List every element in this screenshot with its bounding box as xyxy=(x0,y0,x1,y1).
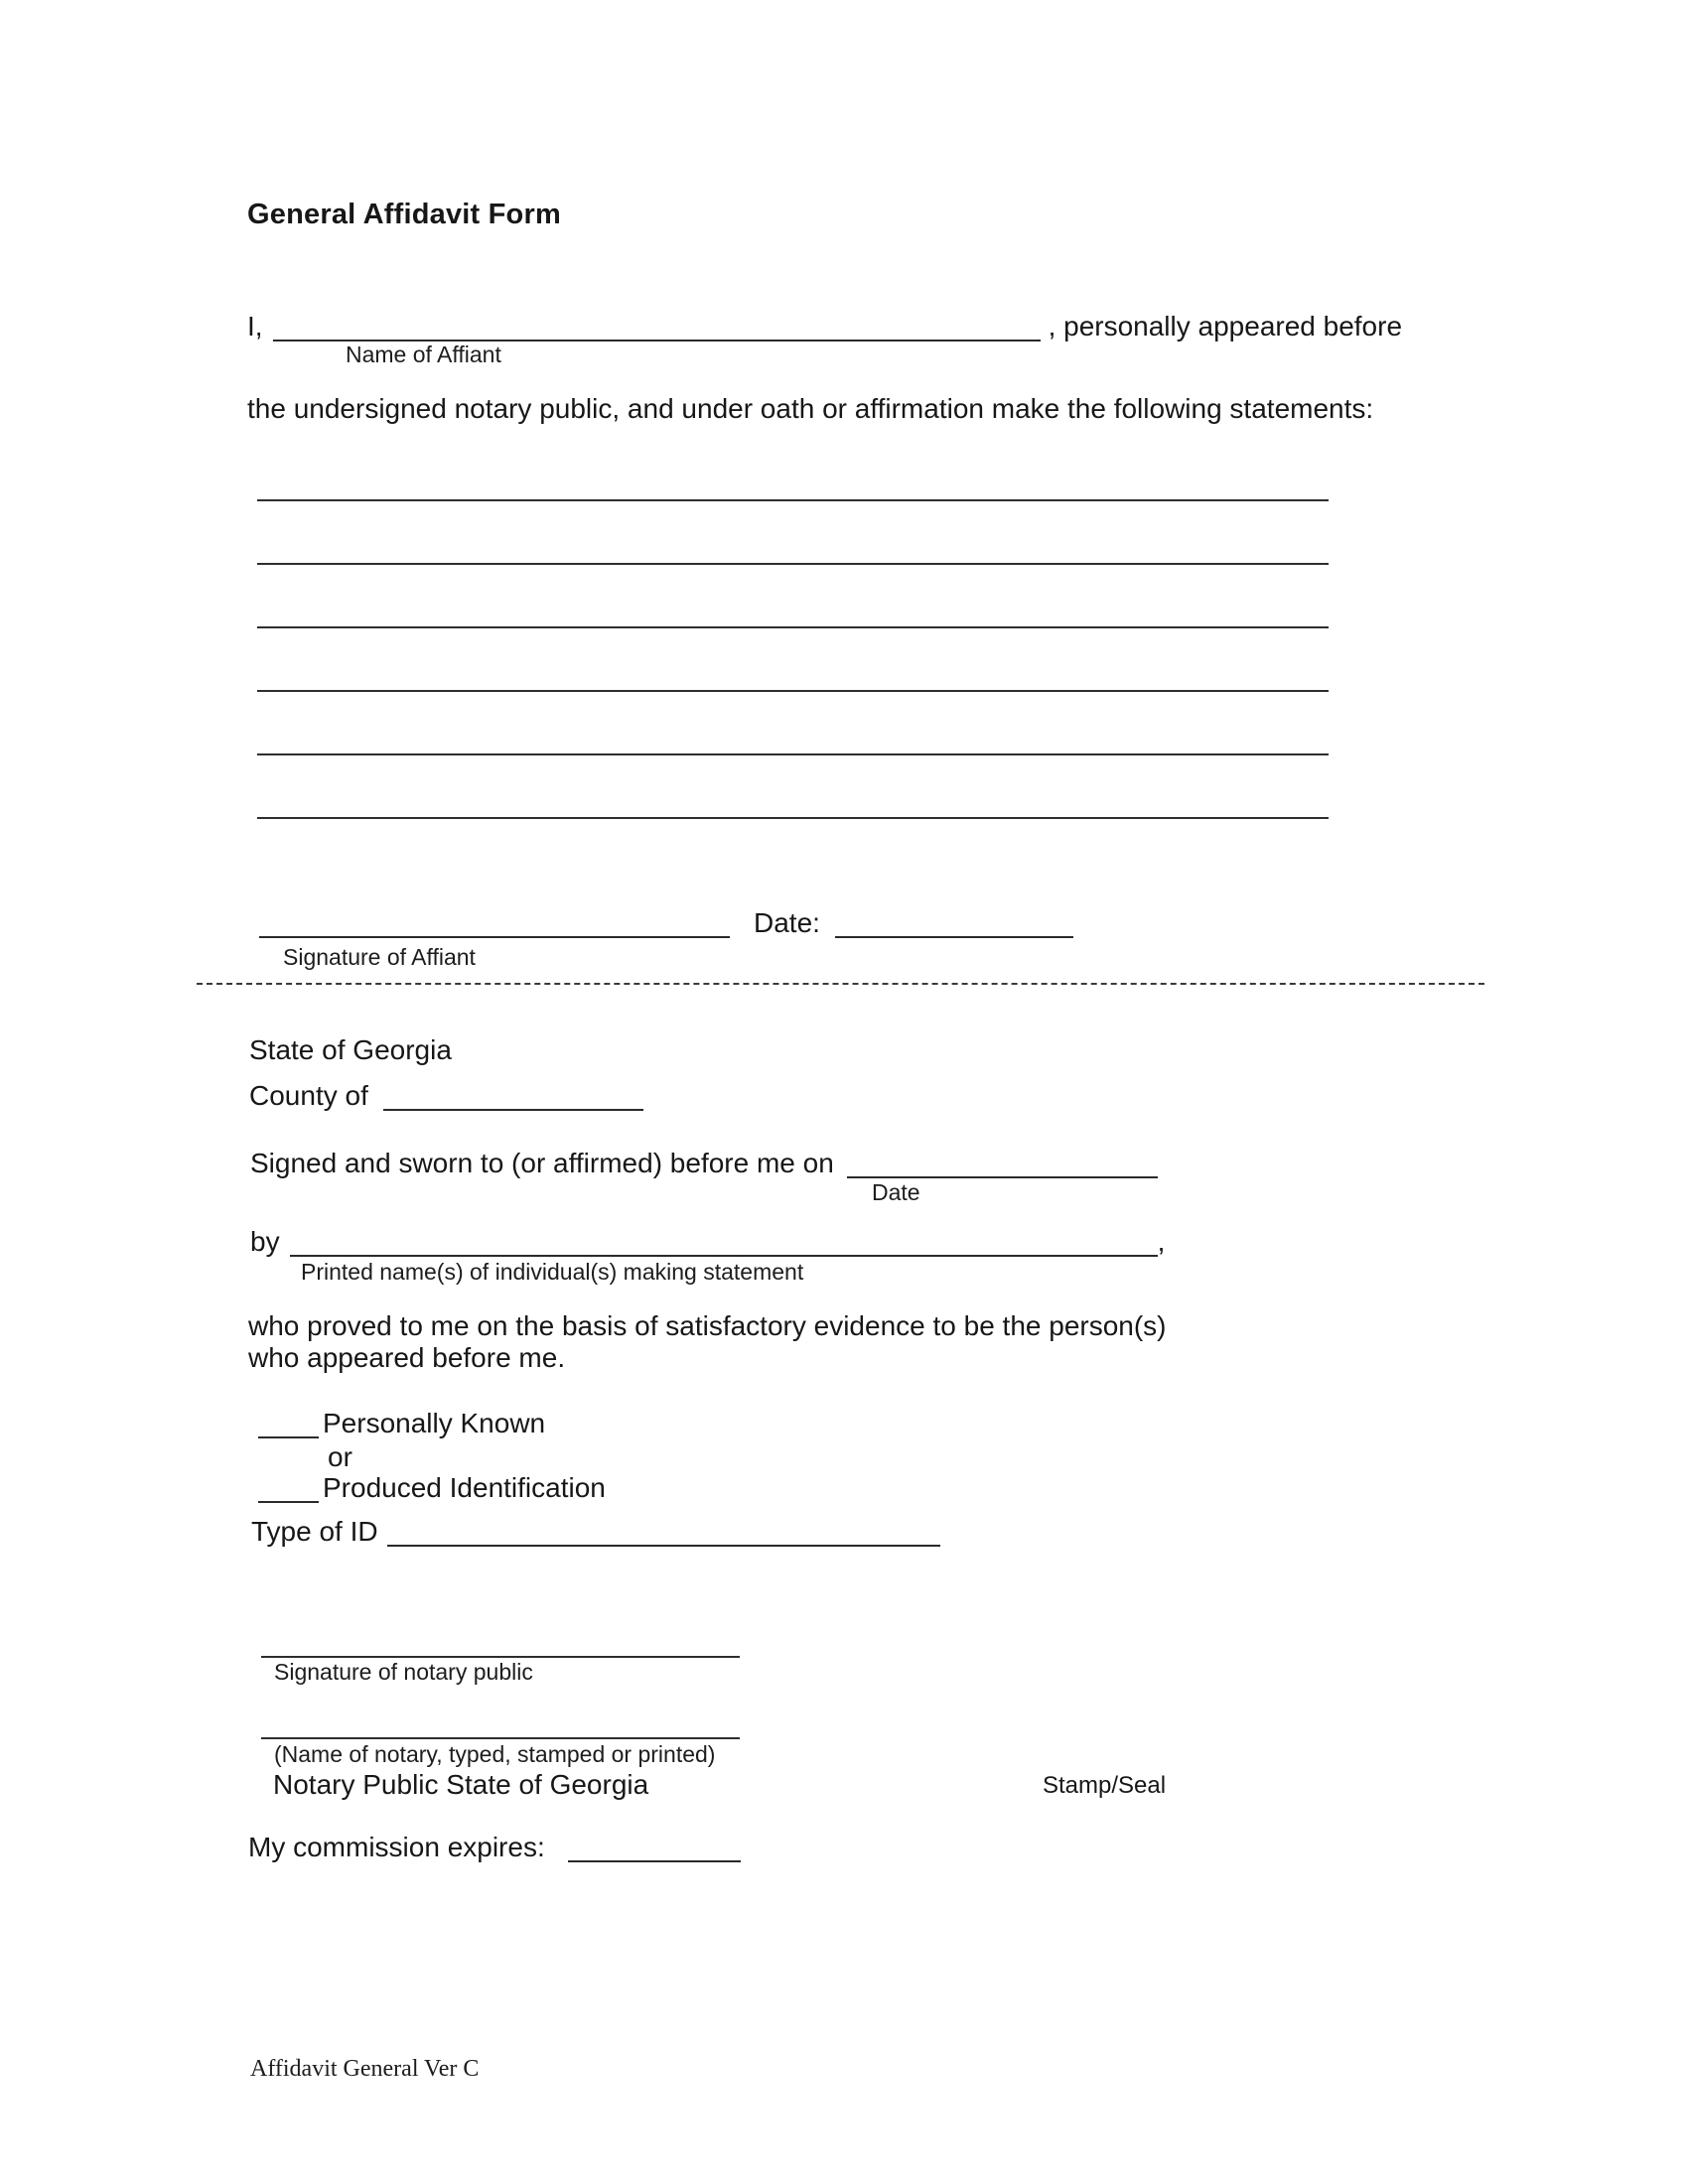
county-row xyxy=(249,1079,643,1113)
section-divider xyxy=(197,983,1484,985)
intro-suffix: , personally appeared before xyxy=(1048,311,1403,341)
evidence-line2: who appeared before me. xyxy=(248,1342,566,1373)
notary-signature-sublabel: Signature of notary public xyxy=(274,1659,533,1685)
produced-identification-blank[interactable] xyxy=(258,1472,319,1503)
personally-known-label: Personally Known xyxy=(323,1408,546,1438)
county-label: County of xyxy=(249,1080,368,1111)
date-sublabel: Date xyxy=(872,1179,920,1205)
name-of-affiant-label: Name of Affiant xyxy=(346,341,501,367)
county-blank[interactable] xyxy=(383,1080,643,1111)
document-version-footer: Affidavit General Ver C xyxy=(250,2056,480,2082)
produced-identification-label: Produced Identification xyxy=(323,1472,606,1503)
evidence-paragraph xyxy=(248,1310,1420,1374)
statement-line[interactable] xyxy=(257,753,1329,755)
type-of-id-row xyxy=(251,1515,940,1549)
by-label: by xyxy=(250,1226,280,1257)
type-of-id-blank[interactable] xyxy=(387,1516,940,1547)
or-label: or xyxy=(328,1441,352,1472)
affiant-date-blank[interactable] xyxy=(835,907,1073,938)
statement-line[interactable] xyxy=(257,690,1329,692)
notary-title: Notary Public State of Georgia xyxy=(273,1769,649,1800)
personally-known-row xyxy=(258,1407,545,1440)
personally-known-blank[interactable] xyxy=(258,1408,319,1438)
sworn-date-blank[interactable] xyxy=(847,1148,1158,1178)
type-of-id-label: Type of ID xyxy=(251,1516,378,1547)
date-label: Date: xyxy=(754,907,820,938)
by-row xyxy=(250,1225,1165,1259)
sworn-statement: Signed and sworn to (or affirmed) before me on xyxy=(250,1148,834,1178)
notary-name-blank[interactable] xyxy=(261,1737,740,1739)
state-heading: State of Georgia xyxy=(249,1034,452,1065)
affiant-name-blank[interactable] xyxy=(273,311,1041,341)
stamp-seal-label: Stamp/Seal xyxy=(1043,1772,1167,1799)
commission-expiry-blank[interactable] xyxy=(568,1832,741,1862)
commission-label: My commission expires: xyxy=(248,1832,545,1862)
intro-prefix: I, xyxy=(247,311,263,341)
notary-name-sublabel: (Name of notary, typed, stamped or printed) xyxy=(274,1741,716,1767)
by-trailing-comma: , xyxy=(1157,1226,1166,1257)
intro-body: the undersigned notary public, and under oath or affirmation make the following statements: xyxy=(247,393,1374,424)
page-title: General Affidavit Form xyxy=(247,199,561,230)
evidence-line1: who proved to me on the basis of satisfactory evidence to be the person(s) xyxy=(248,1310,1167,1341)
statement-line[interactable] xyxy=(257,817,1329,819)
signature-of-affiant-label: Signature of Affiant xyxy=(283,944,476,970)
by-printed-names-blank[interactable] xyxy=(290,1226,1158,1257)
printed-name-sublabel: Printed name(s) of individual(s) making statement xyxy=(301,1259,804,1285)
affiant-signature-blank[interactable] xyxy=(259,907,730,938)
produced-id-row xyxy=(258,1471,606,1505)
affiant-signature-row xyxy=(259,906,1073,940)
statement-line[interactable] xyxy=(257,626,1329,628)
sworn-row xyxy=(250,1147,1158,1180)
commission-row xyxy=(248,1831,741,1864)
statement-line[interactable] xyxy=(257,563,1329,565)
notary-signature-blank[interactable] xyxy=(261,1656,740,1658)
statement-line[interactable] xyxy=(257,499,1329,501)
intro-line xyxy=(247,310,1402,343)
